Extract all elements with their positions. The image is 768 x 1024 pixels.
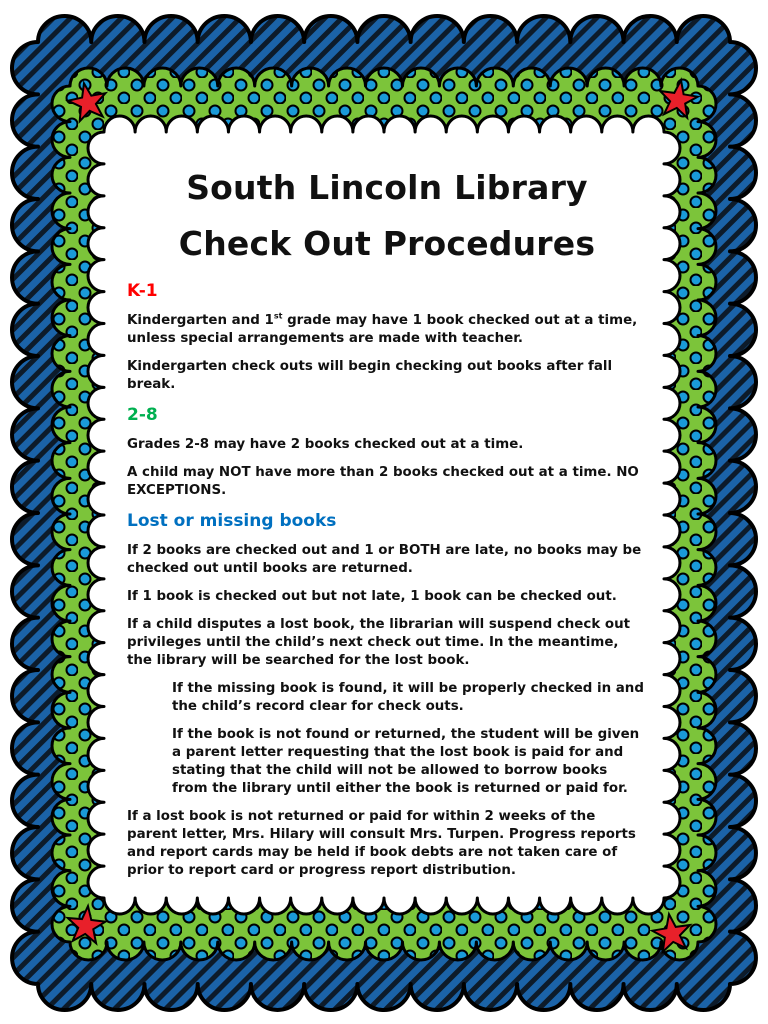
- heading-lost-books: Lost or missing books: [127, 511, 337, 531]
- g28-paragraph-2: A child may NOT have more than 2 books checked out at a time. NO EXCEPTIONS.: [127, 465, 639, 498]
- k1-paragraph-1: Kindergarten and 1st grade may have 1 book checked out at a time, unless special arrangements are made with teacher.: [127, 311, 638, 346]
- title-line-1: South Lincoln Library: [186, 168, 588, 207]
- heading-k1: K-1: [127, 281, 158, 301]
- lost-paragraph-5: If the book is not found or returned, the student will be given a parent letter requesting that the lost book is paid for and stating that the child will not be allowed to borrow books from the library until either the book is returned or paid for.: [172, 727, 640, 796]
- g28-paragraph-1: Grades 2-8 may have 2 books checked out at a time.: [127, 437, 524, 452]
- page-title: [127, 160, 647, 272]
- lost-paragraph-2: If 1 book is checked out but not late, 1 book can be checked out.: [127, 589, 617, 604]
- heading-2-8: 2-8: [127, 405, 158, 425]
- k1-paragraph-2: Kindergarten check outs will begin checking out books after fall break.: [127, 359, 613, 392]
- procedures-document: [127, 160, 647, 888]
- lost-paragraph-6: If a lost book is not returned or paid for within 2 weeks of the parent letter, Mrs. Hilary will consult Mrs. Turpen. Progress reports and report cards may be held if book debts are not taken care of prior to report card or progress report distribution.: [127, 809, 636, 878]
- lost-paragraph-4: If the missing book is found, it will be properly checked in and the child’s record clear for check outs.: [172, 681, 644, 714]
- lost-paragraph-3: If a child disputes a lost book, the librarian will suspend check out privileges until the child’s next check out time. In the meantime, the library will be searched for the lost book.: [127, 617, 631, 668]
- title-line-2: Check Out Procedures: [178, 224, 596, 263]
- lost-paragraph-1: If 2 books are checked out and 1 or BOTH are late, no books may be checked out until books are returned.: [127, 543, 642, 576]
